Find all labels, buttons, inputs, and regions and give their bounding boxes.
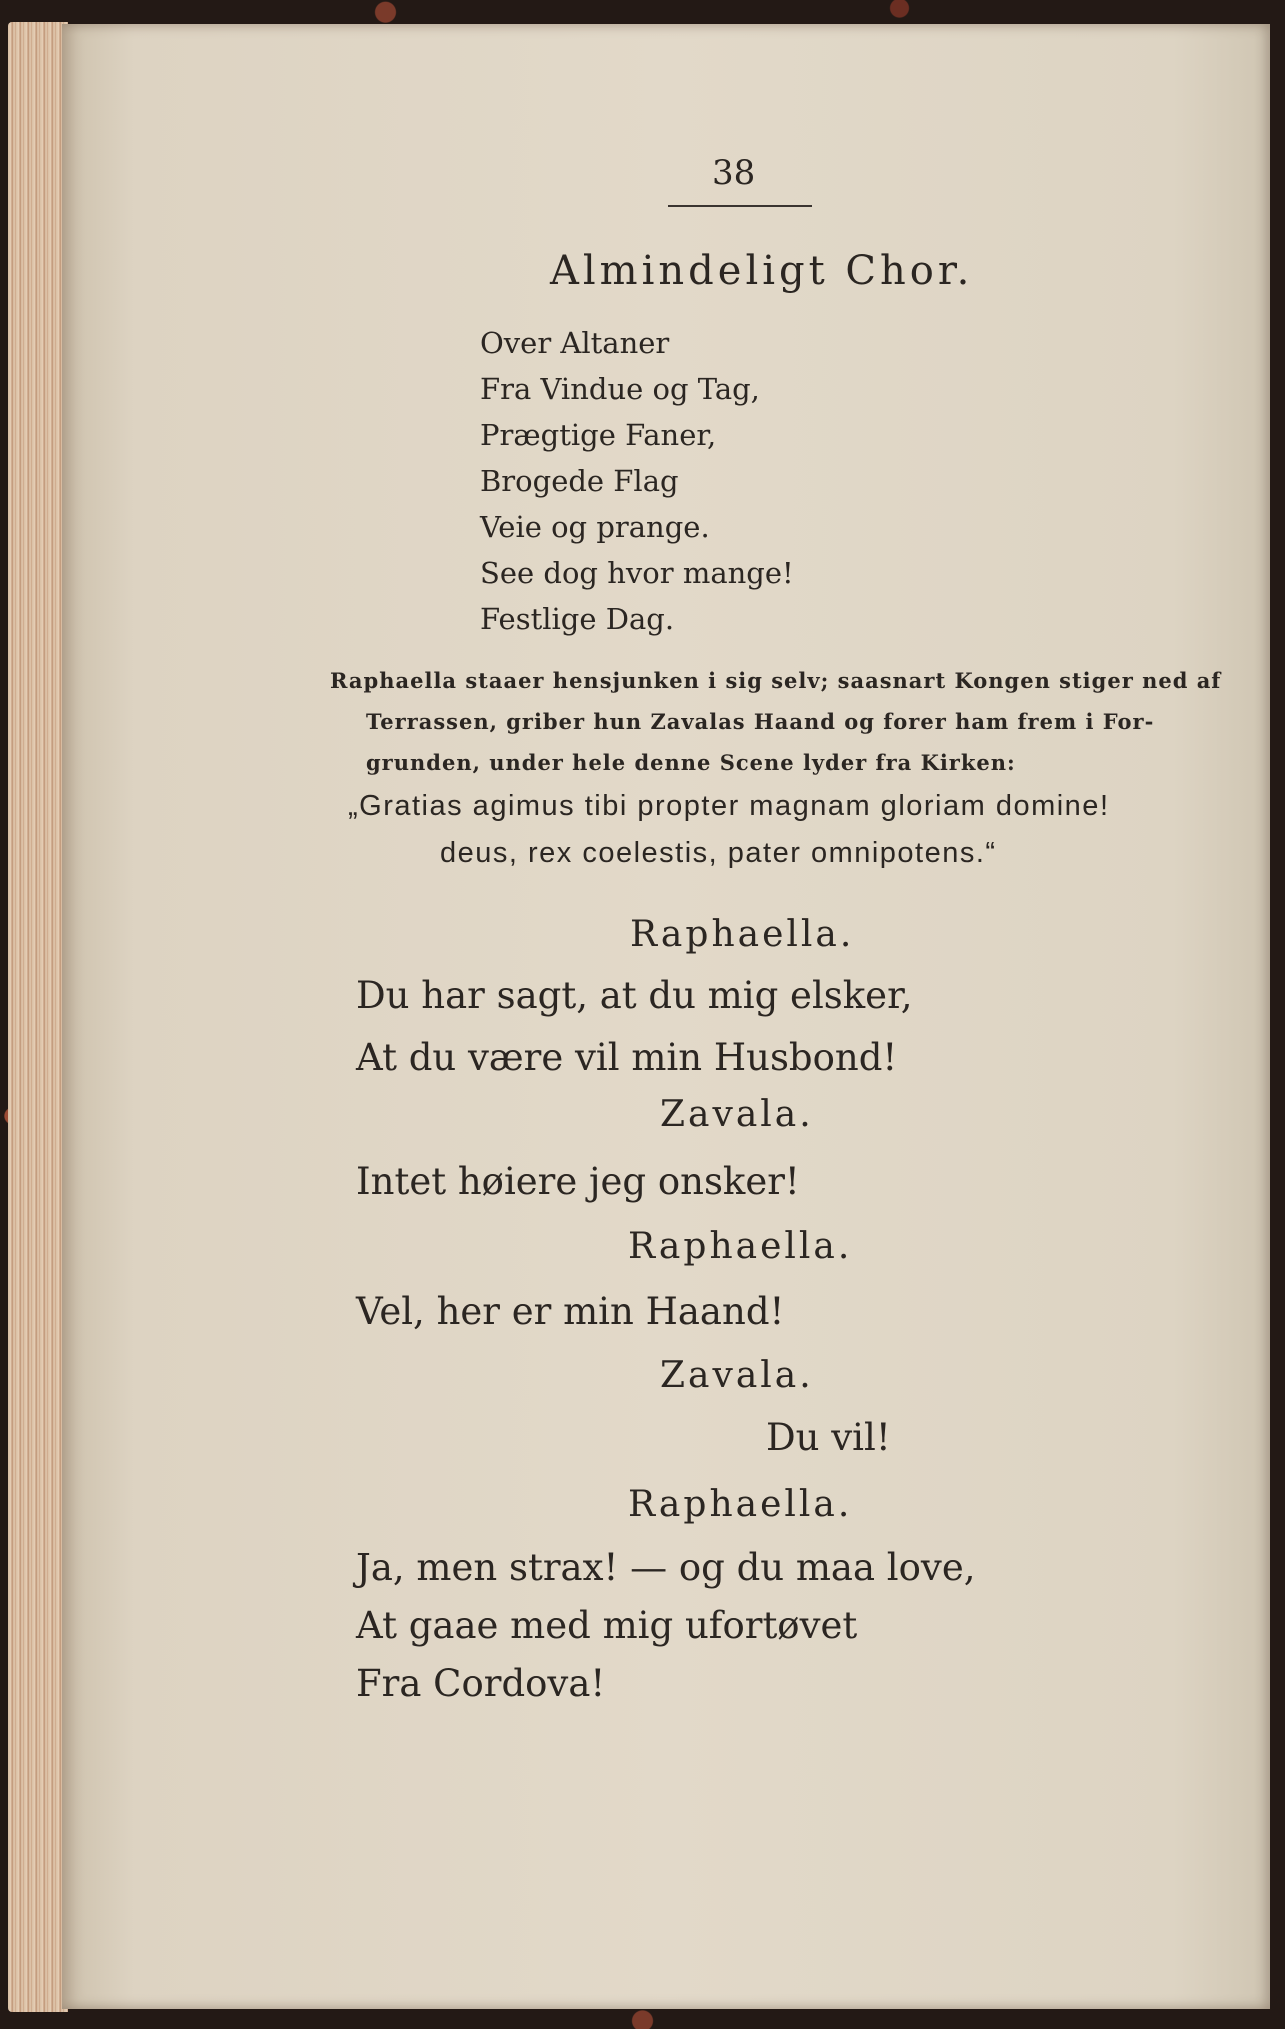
chorus-heading: Almindeligt Chor. xyxy=(550,248,974,294)
chorus-line: Over Altaner xyxy=(480,326,670,360)
speaker-name: Zavala. xyxy=(660,1094,814,1135)
dialogue-line: Intet høiere jeg onsker! xyxy=(356,1160,800,1203)
page-edges xyxy=(8,22,68,2012)
dialogue-line: Fra Cordova! xyxy=(356,1662,606,1705)
dialogue-line: Ja, men strax! — og du maa love, xyxy=(356,1546,976,1589)
speaker-name: Raphaella. xyxy=(630,914,855,955)
stage-direction-line: grunden, under hele denne Scene lyder fra Kirken: xyxy=(366,750,1016,775)
page-number: 38 xyxy=(712,153,756,193)
chorus-line: Veie og prange. xyxy=(480,510,710,544)
dialogue-line: Vel, her er min Haand! xyxy=(356,1290,785,1333)
speaker-name: Raphaella. xyxy=(628,1484,853,1525)
dialogue-line: Du vil! xyxy=(766,1416,891,1459)
chorus-line: Prægtige Faner, xyxy=(480,418,717,452)
latin-chant-line: deus, rex coelestis, pater omnipotens.“ xyxy=(440,837,997,869)
chorus-line: See dog hvor mange! xyxy=(480,556,794,590)
dialogue-line: Du har sagt, at du mig elsker, xyxy=(356,974,913,1017)
latin-chant-line: „Gratias agimus tibi propter magnam gloriam domine! xyxy=(348,790,1110,822)
speaker-name: Zavala. xyxy=(660,1355,814,1396)
chorus-line: Brogede Flag xyxy=(480,464,679,498)
chorus-line: Festlige Dag. xyxy=(480,602,675,636)
chorus-line: Fra Vindue og Tag, xyxy=(480,372,760,406)
speaker-name: Raphaella. xyxy=(628,1226,853,1267)
dialogue-line: At du være vil min Husbond! xyxy=(356,1036,898,1079)
stage-direction-line: Terrassen, griber hun Zavalas Haand og forer ham frem i For- xyxy=(366,709,1155,734)
dialogue-line: At gaae med mig ufortøvet xyxy=(356,1604,858,1647)
header-rule xyxy=(668,205,812,207)
stage-direction-line: Raphaella staaer hensjunken i sig selv; saasnart Kongen stiger ned af xyxy=(330,668,1222,693)
